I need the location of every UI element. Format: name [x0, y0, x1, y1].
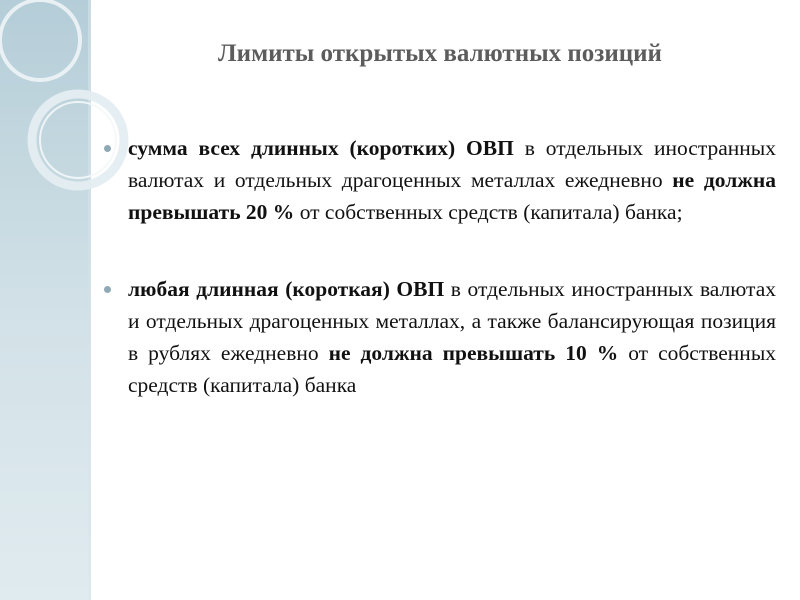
- bullet-item: [104, 273, 776, 401]
- bullet-text-end: от собственных средств (капитала) банка: [128, 341, 777, 397]
- bullet-bold-lead: сумма всех длинных (коротких) ОВП: [128, 136, 514, 160]
- slide-title: Лимиты открытых валютных позиций: [218, 40, 662, 67]
- bullet-text: в отдельных иностранных валютах и отдельных драгоценных металлах, а также балансирующая позиция в рублях ежедневно: [128, 277, 776, 365]
- bullet-text-end: от собственных средств (капитала) банка;: [294, 200, 683, 224]
- decorative-ring-large: [0, 0, 80, 80]
- bullet-bold-limit: не должна превышать 10 %: [328, 341, 619, 365]
- bullet-list: [104, 132, 776, 401]
- bullet-bold-lead: любая длинная (короткая) ОВП: [128, 277, 445, 301]
- bullet-text: в отдельных иностранных валютах и отдельных драгоценных металлах ежедневно: [128, 136, 776, 192]
- bullet-dot-icon: [104, 145, 111, 152]
- bullet-dot-icon: [104, 286, 111, 293]
- bullet-item: [104, 132, 776, 228]
- bullet-bold-limit: не должна превышать 20 %: [128, 168, 777, 224]
